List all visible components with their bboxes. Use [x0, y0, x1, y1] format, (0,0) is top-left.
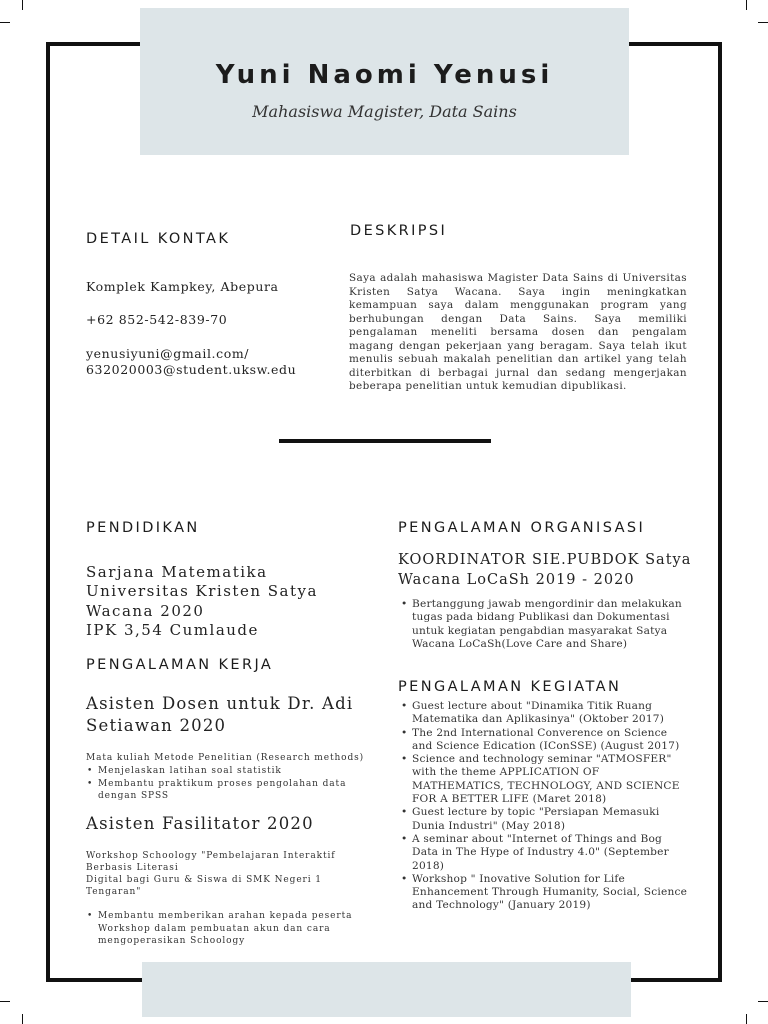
list-item-text: The 2nd International Converence on Science and Science Edication (IConSSE) (August 2017) — [412, 726, 680, 752]
education-line: IPK 3,54 Cumlaude — [86, 621, 259, 639]
crop-mark — [0, 1001, 10, 1002]
job-title: Asisten Dosen untuk Dr. Adi — [86, 694, 354, 713]
crop-mark — [746, 0, 747, 10]
crop-mark — [22, 0, 23, 10]
job-course: Mata kuliah Metode Penelitian (Research methods) — [86, 753, 365, 763]
job-title: Asisten Fasilitator 2020 — [86, 814, 314, 833]
list-item — [84, 765, 374, 778]
description-text: Saya adalah mahasiswa Magister Data Sains di Universitas Kristen Satya Wacana. Saya ingin meningkatkan kemampuan saya dalam menggunakan program yang berhubungan dengan Data Sains. Saya memiliki pengalaman meneliti bersama dosen dan pengalam magang dengan pekerjaan yang beragam. Saya telah ikut menulis sebuah makalah penelitian dan artikel yang telah diterbitkan di berbagai jurnal dan sedang mengerjakan beberapa penelitian untuk kemudian dipublikasi. — [349, 272, 687, 392]
list-item — [398, 753, 688, 806]
contact-email-2: 632020003@student.uksw.edu — [86, 362, 297, 377]
work-heading: PENGALAMAN KERJA — [86, 657, 274, 673]
job-title: Setiawan 2020 — [86, 716, 227, 735]
person-subtitle: Mahasiswa Magister, Data Sains — [252, 102, 517, 121]
bullet-icon: • — [401, 598, 408, 610]
bullet-icon: • — [87, 766, 94, 776]
section-divider — [279, 439, 491, 443]
job-description-line: Berbasis Literasi — [86, 863, 179, 873]
job-description-line: Workshop Schoology "Pembelajaran Interaktif — [86, 851, 336, 861]
list-item — [398, 873, 688, 913]
list-item — [84, 910, 369, 948]
activities-heading: PENGALAMAN KEGIATAN — [398, 679, 622, 695]
list-item-text: Guest lecture about "Dinamika Titik Ruang Matematika dan Aplikasinya" (Oktober 2017) — [412, 700, 665, 726]
job-description-line: Tengaran" — [86, 887, 142, 897]
job-description-line: Digital bagi Guru & Siswa di SMK Negeri 1 — [86, 875, 322, 885]
organization-title: Wacana LoCaSh 2019 - 2020 — [398, 572, 635, 588]
list-item — [398, 806, 688, 833]
list-item — [84, 778, 374, 803]
contact-email-1: yenusiyuni@gmail.com/ — [86, 346, 250, 361]
education-line: Universitas Kristen Satya — [86, 582, 318, 600]
bullet-icon: • — [401, 700, 408, 712]
list-item-text: Workshop " Inovative Solution for Life Enhancement Through Humanity, Social, Science and Technology" (January 2019) — [412, 872, 688, 912]
education-line: Wacana 2020 — [86, 602, 205, 620]
crop-mark — [746, 1014, 747, 1024]
description-heading: DESKRIPSI — [350, 223, 448, 239]
list-item-text: Science and technology seminar "ATMOSFER" with the theme APPLICATION OF MATHEMATICS, TECHNOLOGY, AND SCIENCE FOR A BETTER LIFE (Maret 2018) — [412, 753, 680, 806]
bullet-icon: • — [87, 778, 94, 789]
organization-title: KOORDINATOR SIE.PUBDOK Satya — [398, 552, 692, 568]
list-item-text: A seminar about "Internet of Things and Bog Data in The Hype of Industry 4.0" (September 2018) — [412, 832, 669, 872]
list-item-text: Guest lecture by topic "Persiapan Memasuki Dunia Industri" (May 2018) — [412, 806, 660, 832]
organization-bullet-list — [398, 598, 688, 651]
contact-heading: DETAIL KONTAK — [86, 231, 231, 247]
bullet-icon: • — [401, 832, 408, 845]
crop-mark — [758, 1001, 768, 1002]
education-heading: PENDIDIKAN — [86, 520, 200, 536]
bullet-icon: • — [401, 753, 408, 766]
header-box — [140, 8, 629, 155]
list-item-text: Membantu praktikum proses pengolahan data dengan SPSS — [98, 778, 347, 801]
bullet-icon: • — [401, 806, 408, 819]
crop-mark — [22, 1014, 23, 1024]
list-item-text: Bertanggung jawab mengordinir dan melakukan tugas pada bidang Publikasi dan Dokumentasi untuk kegiatan pengabdian masyarakat Satya Wacana LoCaSh(Love Care and Share) — [412, 598, 682, 650]
footer-box — [142, 962, 631, 1017]
bullet-icon: • — [401, 872, 408, 885]
person-name: Yuni Naomi Yenusi — [215, 60, 554, 90]
list-item-text: Menjelaskan latihan soal statistik — [98, 766, 282, 776]
bullet-icon: • — [87, 911, 94, 921]
list-item-text: Membantu memberikan arahan kepada peserta Workshop dalam pembuatan akun dan cara mengoperasikan Schoology — [98, 911, 353, 946]
job-bullet-list — [84, 765, 374, 803]
contact-address: Komplek Kampkey, Abepura — [86, 279, 279, 294]
list-item — [398, 833, 688, 873]
job-bullet-list — [84, 910, 369, 948]
bullet-icon: • — [401, 726, 408, 739]
crop-mark — [0, 22, 10, 23]
contact-phone: +62 852-542-839-70 — [86, 312, 228, 327]
list-item — [398, 727, 688, 754]
activities-bullet-list — [398, 700, 688, 913]
organization-heading: PENGALAMAN ORGANISASI — [398, 520, 646, 536]
crop-mark — [758, 22, 768, 23]
education-line: Sarjana Matematika — [86, 563, 268, 581]
list-item — [398, 700, 688, 727]
list-item — [398, 598, 688, 651]
